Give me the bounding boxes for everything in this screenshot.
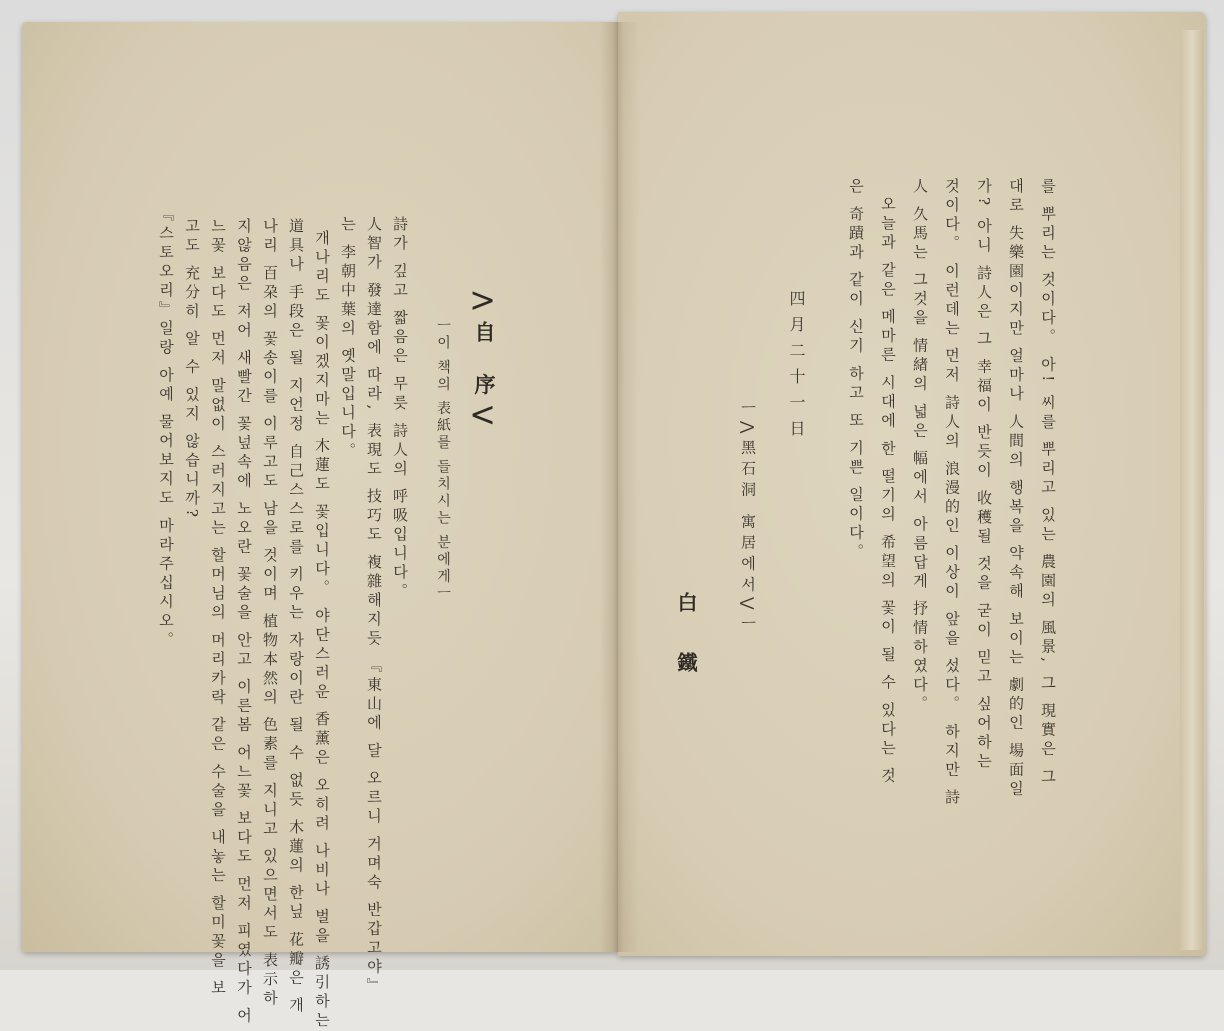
preface-line: 『스토오리』일랑 아예 물어보지도 마라주십시오。 [157,206,175,651]
essay-line: 를 뿌리는 것이다。 아! 씨를 뿌리고 있는 農園의 風景, 그 現實은 그 [1039,178,1057,788]
page-edges [1180,30,1204,950]
preface-line: 고도 充分히 알 수 있지 않습니까? [183,218,201,521]
preface-line: 지않음은 저어 새빨간 꽃넢속에 노오란 꽃술을 안고 이른봄 어느꽃 보다도 먼저 피였다가 어 [235,218,253,1027]
book-gutter [600,22,640,952]
preface-line: 느꽃 보다도 먼저 말없이 스러지고는 할머님의 머리카락 같은 수술을 내놓는 할미꽃을 보 [209,218,227,999]
essay-line: 은 奇蹟과 같이 신기 하고 또 기쁜 일이다。 [847,178,865,563]
preface-title: ⋀自 序⋁ [472,292,497,436]
essay-line: 오늘과 같은 메마른 시대에 한 떨기의 希望의 꽃이 될 수 있다는 것 [879,196,897,787]
essay-line: 人 久馬는 그것을 情緖의 넓은 幅에서 아름답게 抒情하였다。 [911,178,929,715]
essay-place: ㅡ⋀黑石洞 寓居에서⋁ㅡ [739,400,757,637]
preface-line: 개나리도 꽃이겠지마는 木蓮도 꽃입니다。 야단스러운 香薰은 오히려 나비나 벌을 誘引하는 [313,230,331,1031]
essay-date: 四月二十一日 [787,290,806,446]
essay-line: 가? 아니 詩人은 그 幸福이 반듯이 收穫될 것을 굳이 믿고 싶어하는 [975,178,993,772]
essay-line: 것이다。 이런데는 먼저 詩人의 浪漫的인 이상이 앞을 섰다。 하지만 詩 [943,178,961,808]
preface-subtitle: ㅡ이 책의 表紙를 들치시는 분에게ㅡ [435,318,451,603]
essay-line: 대로 失樂園이지만 얼마나 人間의 행복을 약속해 보이는 劇的인 場面일 [1007,178,1025,800]
preface-line: 는 李朝中葉의 옛말입니다。 [339,216,357,462]
preface-line: 나리 百朶의 꽃송이를 이루고도 남을 것이며 植物本然의 色素를 지니고 있으면서도 表示하 [261,218,279,1009]
preface-line: 人智가 發達함에 따라, 表現도 技巧도 複雜해지듯 『東山에 달 오르니 거며숙 반갑고야』 [365,216,383,997]
preface-line: 道具나 手段은 될 지언정 自己스스로를 키우는 자랑이란 될 수 없듯 木蓮의 한닢 花瓣은 개 [287,218,305,1016]
preface-line: 詩가 깊고 짧음은 무릇 詩人의 呼吸입니다。 [391,216,409,602]
author-signature: 白鐵 [674,592,698,712]
